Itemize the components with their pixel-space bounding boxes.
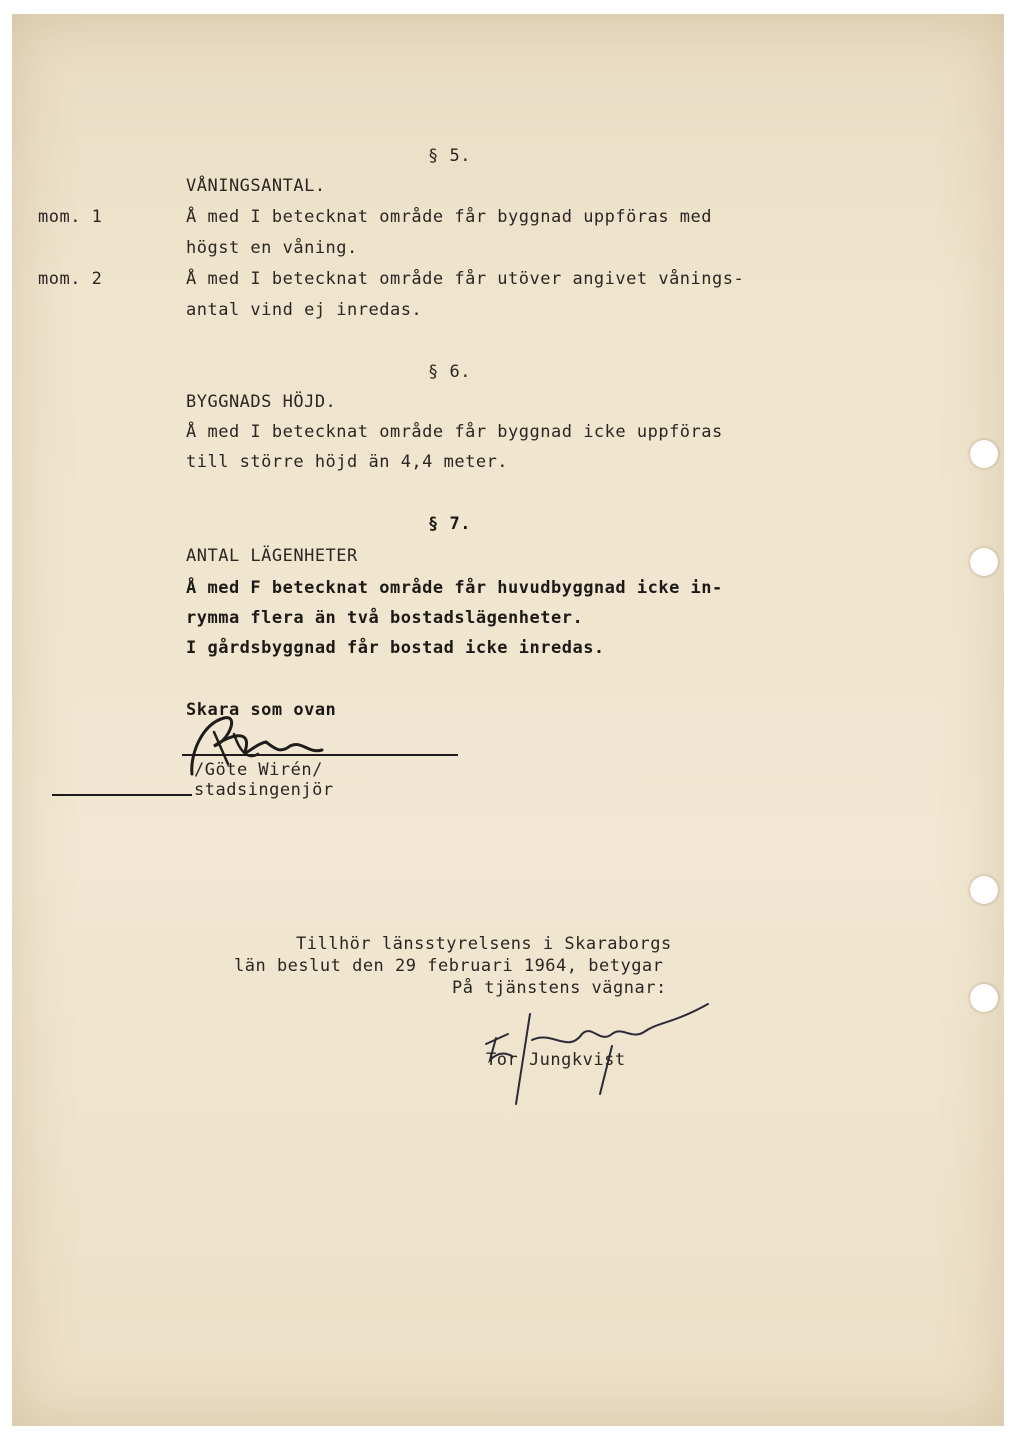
mom-1-line-2: högst en våning. — [186, 238, 358, 258]
approval-line-1: Tillhör länsstyrelsens i Skaraborgs — [296, 934, 672, 954]
mom-2-label: mom. 2 — [38, 269, 103, 289]
section-7-line-2: rymma flera än två bostadslägenheter. — [186, 608, 584, 628]
approval-line-3: På tjänstens vägnar: — [452, 978, 667, 998]
signer-role: stadsingenjör — [194, 780, 334, 800]
signature-tail-line — [52, 794, 192, 796]
section-5-title: VÅNINGSANTAL. — [186, 176, 326, 196]
section-6-title: BYGGNADS HÖJD. — [186, 392, 337, 412]
punch-hole — [970, 876, 998, 904]
section-7-line-3: I gårdsbyggnad får bostad icke inredas. — [186, 638, 605, 658]
section-5-heading: § 5. — [428, 146, 471, 166]
approval-signer: Tor Jungkvist — [486, 1050, 626, 1070]
signer-name: /Göte Wirén/ — [194, 760, 323, 780]
section-6-line-2: till större höjd än 4,4 meter. — [186, 452, 509, 472]
signature-note: Skara som ovan — [186, 700, 337, 720]
mom-2-line-1: Å med I betecknat område får utöver angivet vånings- — [186, 269, 745, 289]
mom-2-line-2: antal vind ej inredas. — [186, 300, 423, 320]
document-page — [12, 14, 1004, 1426]
punch-hole — [970, 440, 998, 468]
section-6-heading: § 6. — [428, 362, 471, 382]
punch-hole — [970, 984, 998, 1012]
signature-underline — [182, 754, 458, 756]
section-7-line-1: Å med F betecknat område får huvudbyggnad icke in- — [186, 578, 723, 598]
section-7-heading: § 7. — [428, 514, 471, 534]
section-6-line-1: Å med I betecknat område får byggnad icke uppföras — [186, 422, 723, 442]
section-7-title: ANTAL LÄGENHETER — [186, 546, 358, 566]
approval-line-2: län beslut den 29 februari 1964, betygar — [234, 956, 664, 976]
mom-1-label: mom. 1 — [38, 207, 103, 227]
punch-hole — [970, 548, 998, 576]
mom-1-line-1: Å med I betecknat område får byggnad uppföras med — [186, 207, 713, 227]
